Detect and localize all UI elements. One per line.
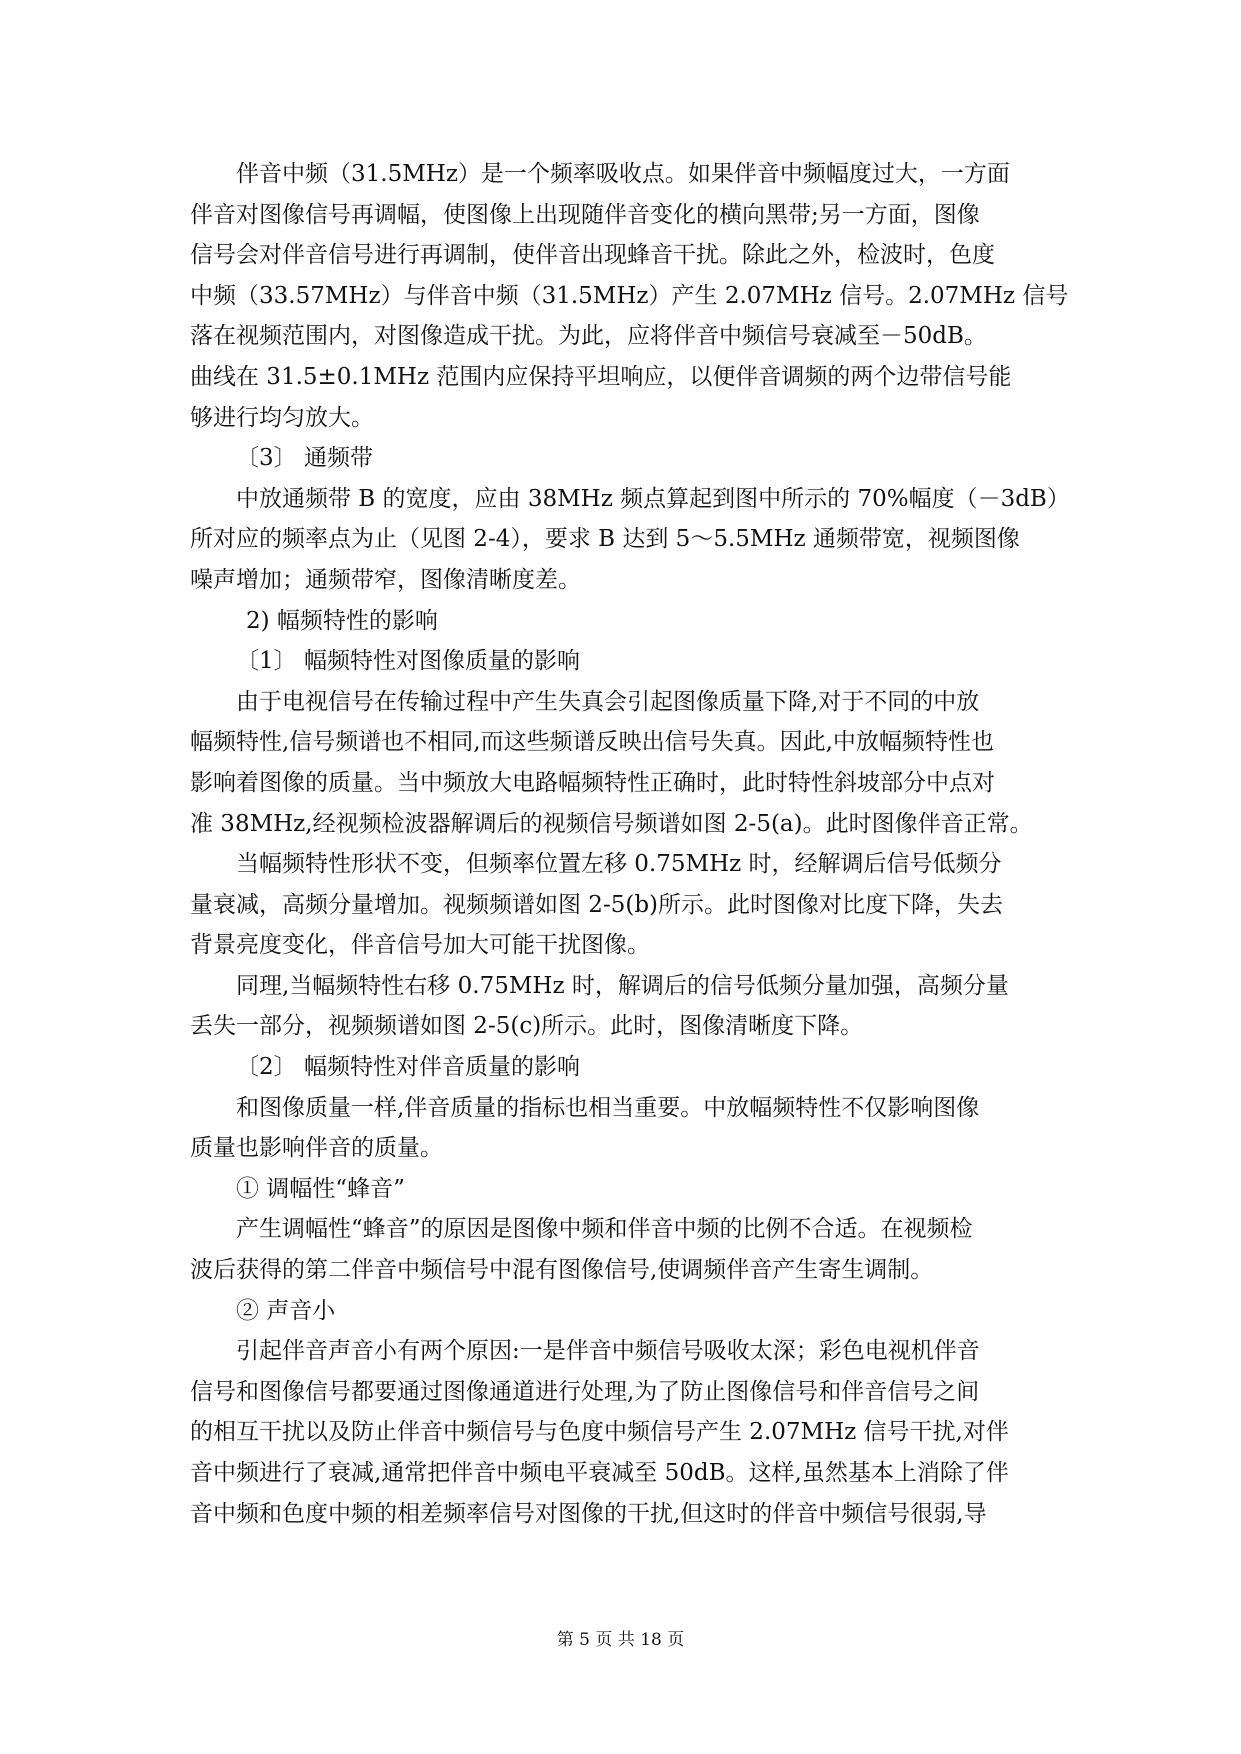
paragraph-line: 由于电视信号在传输过程中产生失真会引起图像质量下降,对于不同的中放 <box>236 688 980 715</box>
document-body <box>190 154 1070 1534</box>
paragraph-line: 音中频进行了衰减,通常把伴音中频电平衰减至 50dB。这样,虽然基本上消除了伴 <box>190 1460 1009 1486</box>
section-heading: 〔3〕 通频带 <box>236 445 373 472</box>
paragraph-line: 质量也影响伴音的质量。 <box>190 1135 443 1162</box>
section-heading: ① 调幅性“蜂音” <box>236 1175 405 1202</box>
paragraph-line: 量衰减，高频分量增加。视频频谱如图 2-5(b)所示。此时图像对比度下降，失去 <box>190 891 1004 918</box>
paragraph-line: 背景亮度变化，伴音信号加大可能干扰图像。 <box>190 932 650 959</box>
paragraph-line: 和图像质量一样,伴音质量的指标也相当重要。中放幅频特性不仅影响图像 <box>236 1094 980 1121</box>
paragraph-line: 落在视频范围内，对图像造成干扰。为此，应将伴音中频信号衰减至－50dB。 <box>190 323 987 350</box>
paragraph-line: 影响着图像的质量。当中频放大电路幅频特性正确时，此时特性斜坡部分中点对 <box>190 769 995 796</box>
paragraph-line: 曲线在 31.5±0.1MHz 范围内应保持平坦响应，以便伴音调频的两个边带信号能 <box>190 363 1012 390</box>
paragraph-line: 丢失一部分，视频频谱如图 2-5(c)所示。此时，图像清晰度下降。 <box>190 1013 864 1040</box>
paragraph-line: 音中频和色度中频的相差频率信号对图像的干扰,但这时的伴音中频信号很弱,导 <box>190 1500 987 1527</box>
paragraph-line: 伴音中频（31.5MHz）是一个频率吸收点。如果伴音中频幅度过大，一方面 <box>236 161 1010 187</box>
paragraph-line: 信号和图像信号都要通过图像通道进行处理,为了防止图像信号和伴音信号之间 <box>190 1378 980 1405</box>
paragraph-line: 中放通频带 B 的宽度，应由 38MHz 频点算起到图中所示的 70%幅度（－3dB） <box>236 485 1070 512</box>
paragraph-line: 伴音对图像信号再调幅，使图像上出现随伴音变化的横向黑带;另一方面，图像 <box>190 201 980 228</box>
paragraph-line: 产生调幅性“蜂音”的原因是图像中频和伴音中频的比例不合适。在视频检 <box>236 1216 973 1243</box>
section-heading: 2) 幅频特性的影响 <box>246 607 438 634</box>
paragraph-line: 噪声增加；通频带窄，图像清晰度差。 <box>190 566 581 593</box>
section-heading: 〔2〕 幅频特性对伴音质量的影响 <box>236 1054 580 1081</box>
paragraph-line: 当幅频特性形状不变，但频率位置左移 0.75MHz 时，经解调后信号低频分 <box>236 851 1002 878</box>
paragraph-line: 的相互干扰以及防止伴音中频信号与色度中频信号产生 2.07MHz 信号干扰,对伴 <box>190 1419 1009 1446</box>
paragraph-line: 幅频特性,信号频谱也不相同,而这些频谱反映出信号失真。因此,中放幅频特性也 <box>190 729 994 756</box>
section-heading: ② 声音小 <box>236 1297 336 1324</box>
paragraph-line: 同理,当幅频特性右移 0.75MHz 时，解调后的信号低频分量加强，高频分量 <box>236 972 1009 999</box>
section-heading: 〔1〕 幅频特性对图像质量的影响 <box>236 648 580 675</box>
paragraph-line: 所对应的频率点为止（见图 2-4），要求 B 达到 5～5.5MHz 通频带宽，视频图像 <box>190 526 1020 553</box>
paragraph-line: 波后获得的第二伴音中频信号中混有图像信号,使调频伴音产生寄生调制。 <box>190 1257 934 1284</box>
paragraph-line: 够进行均匀放大。 <box>190 404 374 431</box>
paragraph-line: 中频（33.57MHz）与伴音中频（31.5MHz）产生 2.07MHz 信号。2.07MHz 信号 <box>190 282 1069 309</box>
paragraph-line: 信号会对伴音信号进行再调制，使伴音出现蜂音干扰。除此之外，检波时，色度 <box>190 242 995 269</box>
paragraph-line: 准 38MHz,经视频检波器解调后的视频信号频谱如图 2-5(a)。此时图像伴音正常。 <box>190 810 1033 837</box>
paragraph-line: 引起伴音声音小有两个原因:一是伴音中频信号吸收太深；彩色电视机伴音 <box>236 1338 980 1365</box>
page-number: 第 5 页 共 18 页 <box>556 1630 685 1650</box>
